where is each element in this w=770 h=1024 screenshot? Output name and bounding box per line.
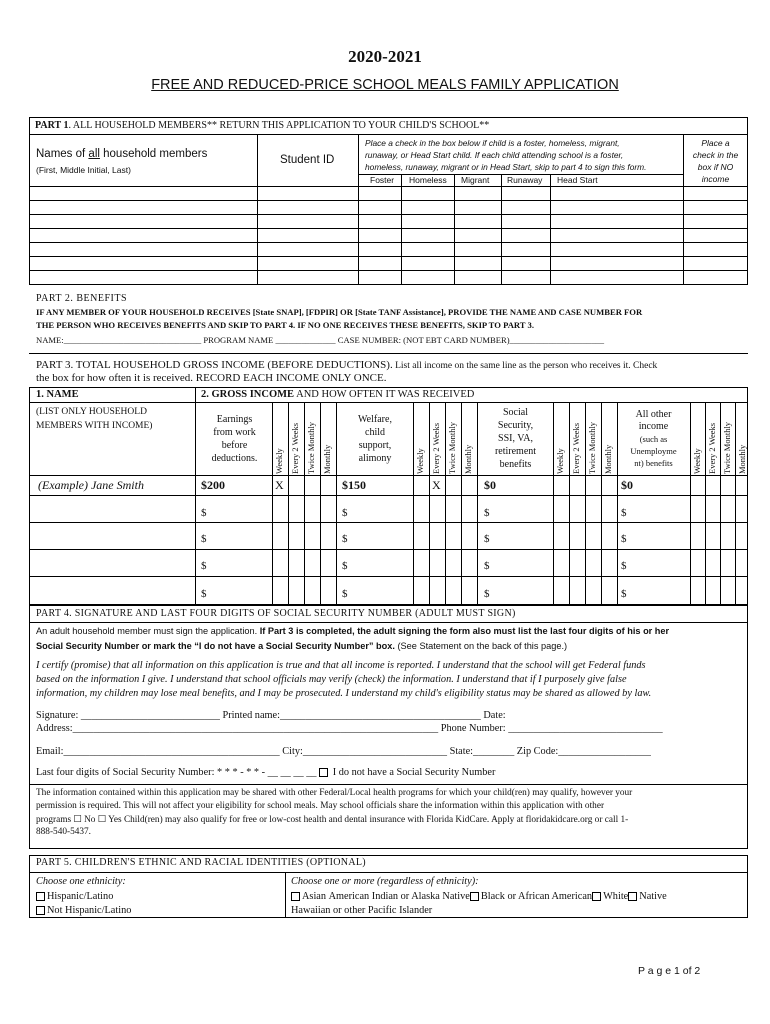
part3-heading-2: the box for how often it is received. RECORD EACH INCOME ONLY ONCE. xyxy=(36,372,387,384)
share-1: The information contained within this application may be shared with other Federal/Local health programs for which your child(ren) may qualify, however your xyxy=(36,788,633,798)
black-checkbox[interactable] xyxy=(470,892,479,901)
part4-heading: PART 4. SIGNATURE AND LAST FOUR DIGITS OF SOCIAL SECURITY NUMBER (ADULT MUST SIGN) xyxy=(36,608,516,619)
col-head-start: Head Start xyxy=(557,175,598,185)
freq-monthly-3: Monthly xyxy=(603,444,613,474)
share-3[interactable]: programs ☐ No ☐ Yes Child(ren) may also qualify for free or low-cost health and dental insurance with Florida KidCare. Apply at floridakidcare.org or call 1- xyxy=(36,815,629,825)
part2-line1: IF ANY MEMBER OF YOUR HOUSEHOLD RECEIVES [State SNAP], [FDPIR] OR [State TANF Assistance], PROVIDE THE NAME AND CASE NUMBER FOR xyxy=(36,307,643,317)
row1-dollar-1[interactable]: $ xyxy=(201,507,207,519)
row2-dollar-4[interactable]: $ xyxy=(621,533,627,545)
race-options-line1[interactable]: Asian American Indian or Alaska Native Black or African American White Native xyxy=(291,891,667,902)
example-welfare: $150 xyxy=(342,478,366,492)
noincome-2: check in the xyxy=(692,150,739,160)
row3-dollar-1[interactable]: $ xyxy=(201,560,207,572)
row4-dollar-1[interactable]: $ xyxy=(201,588,207,600)
income-type-welfare: Welfare, child support, alimony xyxy=(358,414,392,464)
signature-line[interactable]: Signature: ___________________________ Printed name:_______________________________________ Date: xyxy=(36,710,506,721)
example-earnings: $200 xyxy=(201,478,225,492)
part2-heading: PART 2. BENEFITS xyxy=(36,293,128,304)
share-2: permission is required. This will not affect your eligibility for school meals. May school officials share the information within this application with other xyxy=(36,801,605,811)
row2-dollar-1[interactable]: $ xyxy=(201,533,207,545)
col-homeless: Homeless xyxy=(409,175,447,185)
freq-every2-2: Every 2 Weeks xyxy=(431,422,441,474)
part1-heading: PART 1. ALL HOUSEHOLD MEMBERS** RETURN THIS APPLICATION TO YOUR CHILD'S SCHOOL** xyxy=(35,120,490,131)
freq-twice-2: Twice Monthly xyxy=(447,421,457,474)
form-year: 2020-2021 xyxy=(348,47,422,66)
row2-dollar-2[interactable]: $ xyxy=(342,533,348,545)
row3-dollar-4[interactable]: $ xyxy=(621,560,627,572)
freq-weekly-3: Weekly xyxy=(555,448,565,474)
freq-weekly-1: Weekly xyxy=(274,448,284,474)
row3-dollar-3[interactable]: $ xyxy=(484,560,490,572)
race-options-line2: Hawaiian or other Pacific Islander xyxy=(291,905,433,916)
part3-col-name-sub-1: (LIST ONLY HOUSEHOLD xyxy=(36,407,147,417)
example-name: (Example) Jane Smith xyxy=(38,478,144,492)
certify-3: information, my children may lose meal benefits, and I may be prosecuted. I understand my child's eligibility status may be shared as allowed by law. xyxy=(36,688,652,699)
white-checkbox[interactable] xyxy=(592,892,601,901)
freq-every2-1: Every 2 Weeks xyxy=(290,422,300,474)
share-4: 888-540-5437. xyxy=(36,827,92,837)
col-foster: Foster xyxy=(370,175,395,185)
income-type-other: All other income (such as Unemployme nt) benefits xyxy=(630,409,677,468)
ethnicity-hispanic[interactable]: Hispanic/Latino xyxy=(36,891,113,902)
part2-line2: THE PERSON WHO RECEIVES BENEFITS AND SKIP TO PART 4. IF NO ONE RECEIVES THESE BENEFITS, SKIP TO PART 3. xyxy=(36,320,534,330)
example-check-2: X xyxy=(432,478,441,492)
freq-twice-1: Twice Monthly xyxy=(306,421,316,474)
part4-p1-line2: Social Security Number or mark the “I do not have a Social Security Number” box. (See Statement on the back of this page.) xyxy=(36,641,568,651)
part3-heading: PART 3. TOTAL HOUSEHOLD GROSS INCOME (BEFORE DEDUCTIONS). List all income on the same line as the person who receives it. Check xyxy=(36,359,658,371)
address-line[interactable]: Address:_______________________________________________________________________ Phone Number: ______________________________ xyxy=(36,723,663,734)
part1-instruct-3: homeless, runaway, migrant or in Head Start, skip to part 4 to sign this form. xyxy=(365,162,647,172)
part3-col-name-sub-2: MEMBERS WITH INCOME) xyxy=(36,421,153,431)
col-migrant: Migrant xyxy=(461,175,490,185)
part1-names-label: Names of all household members xyxy=(36,148,208,160)
freq-every2-4: Every 2 Weeks xyxy=(707,422,717,474)
part1-student-id: Student ID xyxy=(280,154,335,166)
page-number: P a g e 1 of 2 xyxy=(638,965,701,977)
not-hispanic-checkbox[interactable] xyxy=(36,906,45,915)
part1-names-sub: (First, Middle Initial, Last) xyxy=(36,165,131,175)
certify-2: based on the information I give. I understand that school officials may verify (check) the information. I understand that if I purposely give false xyxy=(36,674,627,685)
income-type-social-security: Social Security, SSI, VA, retirement benefits xyxy=(494,407,537,470)
row1-dollar-2[interactable]: $ xyxy=(342,507,348,519)
example-check-1: X xyxy=(275,478,284,492)
part3-col-income: 2. GROSS INCOME AND HOW OFTEN IT WAS RECEIVED xyxy=(201,389,475,400)
noincome-1: Place a xyxy=(701,138,730,148)
row3-dollar-2[interactable]: $ xyxy=(342,560,348,572)
freq-every2-3: Every 2 Weeks xyxy=(571,422,581,474)
freq-monthly-4: Monthly xyxy=(737,444,747,474)
noincome-3: box if NO xyxy=(697,162,734,172)
native-hawaiian-checkbox[interactable] xyxy=(628,892,637,901)
example-other: $0 xyxy=(621,478,633,492)
row4-dollar-3[interactable]: $ xyxy=(484,588,490,600)
row2-dollar-3[interactable]: $ xyxy=(484,533,490,545)
freq-twice-3: Twice Monthly xyxy=(587,421,597,474)
part2-name-line[interactable]: NAME:________________________________ PROGRAM NAME ______________ CASE NUMBER: (NOT EBT CARD NUMBER)______________________ xyxy=(36,335,605,345)
no-ssn-checkbox[interactable] xyxy=(319,768,328,777)
freq-weekly-4: Weekly xyxy=(692,448,702,474)
part1-instruct-2: runaway, or Head Start child. If each child attending school is a foster, xyxy=(365,150,624,160)
row4-dollar-2[interactable]: $ xyxy=(342,588,348,600)
row1-dollar-3[interactable]: $ xyxy=(484,507,490,519)
freq-monthly-2: Monthly xyxy=(463,444,473,474)
form-title: FREE AND REDUCED-PRICE SCHOOL MEALS FAMILY APPLICATION xyxy=(151,77,619,93)
ssn-line[interactable]: Last four digits of Social Security Number: * * * - * * - __ __ __ __ I do not have a Social Security Number xyxy=(36,767,496,778)
noincome-4: income xyxy=(701,174,730,184)
part3-col-name: 1. NAME xyxy=(36,389,79,400)
freq-weekly-2: Weekly xyxy=(415,448,425,474)
asian-checkbox[interactable] xyxy=(291,892,300,901)
part5-heading: PART 5. CHILDREN'S ETHNIC AND RACIAL IDENTITIES (OPTIONAL) xyxy=(36,857,366,868)
example-social: $0 xyxy=(484,478,496,492)
freq-twice-4: Twice Monthly xyxy=(722,421,732,474)
certify-1: I certify (promise) that all information on this application is true and that all income is reported. I understand that the school will get Federal funds xyxy=(36,660,646,671)
row1-dollar-4[interactable]: $ xyxy=(621,507,627,519)
freq-monthly-1: Monthly xyxy=(322,444,332,474)
ethnicity-title: Choose one ethnicity: xyxy=(36,876,126,887)
race-title: Choose one or more (regardless of ethnicity): xyxy=(291,876,479,887)
part4-p1-line1: An adult household member must sign the application. If Part 3 is completed, the adult signing the form also must list the last four digits of his or her xyxy=(36,626,670,636)
income-type-earnings: Earnings from work before deductions. xyxy=(211,414,258,464)
email-line[interactable]: Email:__________________________________________ City:____________________________ State:________ Zip Code:__________________ xyxy=(36,746,651,757)
hispanic-checkbox[interactable] xyxy=(36,892,45,901)
row4-dollar-4[interactable]: $ xyxy=(621,588,627,600)
part1-instruct-1: Place a check in the box below if child is a foster, homeless, migrant, xyxy=(365,138,620,148)
col-runaway: Runaway xyxy=(507,175,543,185)
ethnicity-not-hispanic[interactable]: Not Hispanic/Latino xyxy=(36,905,131,916)
